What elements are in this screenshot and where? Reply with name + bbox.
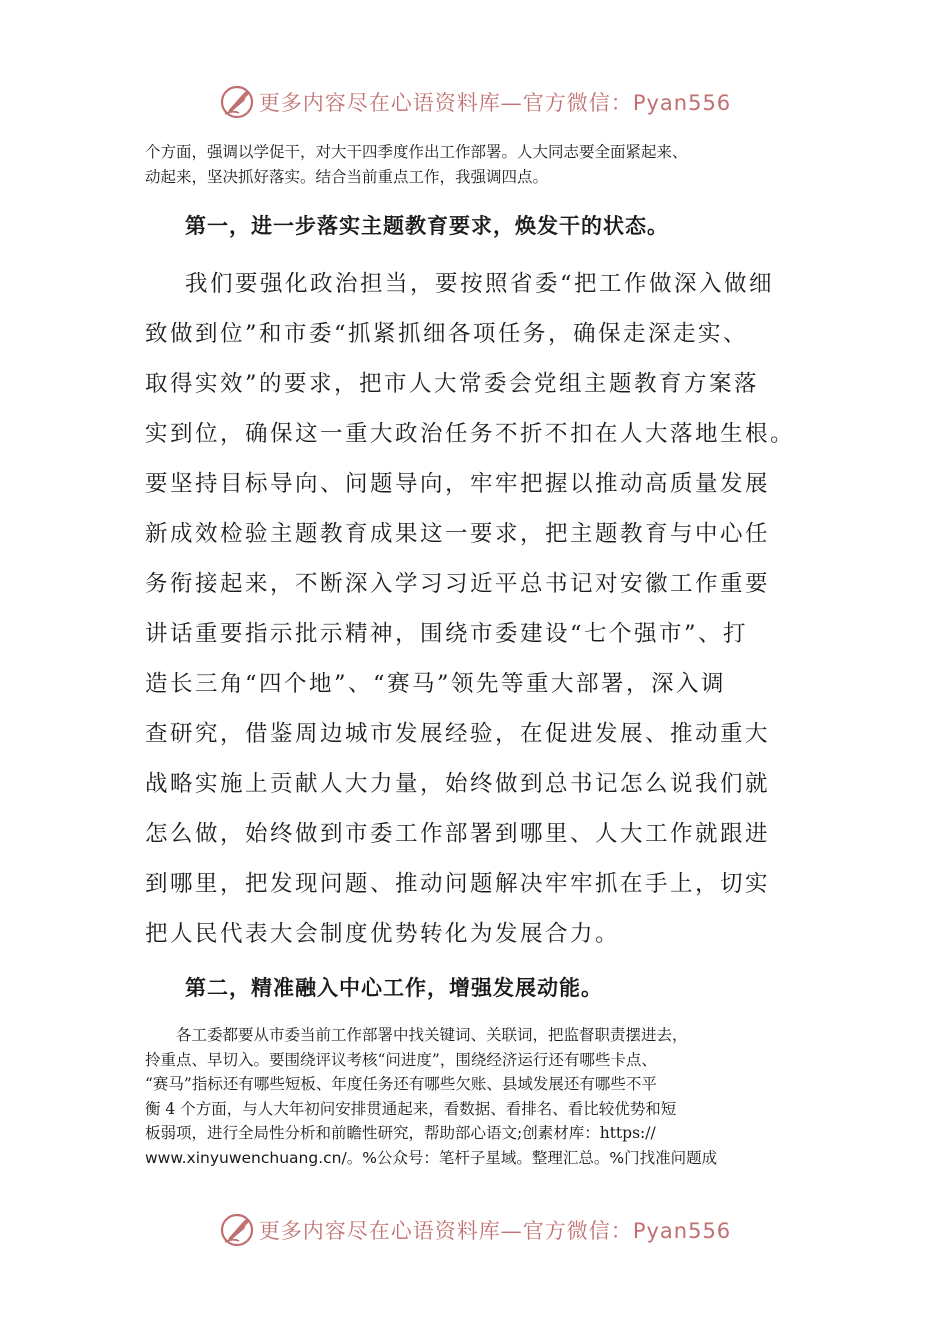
- section-2-heading: 第二，精准融入中心工作，增强发展动能。: [185, 976, 603, 1000]
- watermark-text: 更多内容尽在心语资料库—官方微信：Pyan556: [258, 1219, 732, 1243]
- pen-nib-logo-icon: [219, 1212, 255, 1248]
- document-body: [145, 140, 815, 1170]
- section-2-paragraph: 各工委都要从市委当前工作部署中找关键词、关联词，把监督职责摆进去， 拎重点、早切入。要围绕评议考核“问进度”，围绕经济运行还有哪些卡点、 “赛马”指标还有哪些短板、年度任务还有哪些欠账、县域发展还有哪些不平 衡 4 个方面，与人大年初问安排贯通起来，看数据、看排名、看比较优势和短 板弱项，进行全局性分析和前瞻性研究，帮助部心语文;创素材库：https:// www.xinyuwenchuang.cn/。%公众号：笔杆子星域。整理汇总。%门找准问题成: [145, 1026, 718, 1167]
- watermark-banner-bottom: [0, 1208, 950, 1252]
- watermark-banner-top: [0, 80, 950, 124]
- watermark-text: 更多内容尽在心语资料库—官方微信：Pyan556: [258, 91, 732, 115]
- section-1-heading: 第一，进一步落实主题教育要求，焕发干的状态。: [185, 214, 669, 238]
- carryover-paragraph: 个方面，强调以学促干，对大干四季度作出工作部署。人大同志要全面紧起来、 动起来，坚决抓好落实。结合当前重点工作，我强调四点。: [145, 143, 688, 186]
- pen-nib-logo-icon: [219, 84, 255, 120]
- section-1-paragraph: 我们要强化政治担当，要按照省委“把工作做深入做细 致做到位”和市委“抓紧抓细各项任务，确保走深走实、 取得实效”的要求，把市人大常委会党组主题教育方案落 实到位，确保这一重大政治任务不折不扣在人大落地生根。 要坚持目标导向、问题导向，牢牢把握以推动高质量发展 新成效检验主题教育成果这一要求，把主题教育与中心任 务衔接起来，不断深入学习习近平总书记对安徽工作重要 讲话重要指示批示精神，围绕市委建设“七个强市”、打 造长三角“四个地”、“赛马”领先等重大部署，深入调 查研究，借鉴周边城市发展经验，在促进发展、推动重大 战略实施上贡献人大力量，始终做到总书记怎么说我们就 怎么做，始终做到市委工作部署到哪里、人大工作就跟进 到哪里，把发现问题、推动问题解决牢牢抓在手上，切实 把人民代表大会制度优势转化为发展合力。: [145, 271, 796, 947]
